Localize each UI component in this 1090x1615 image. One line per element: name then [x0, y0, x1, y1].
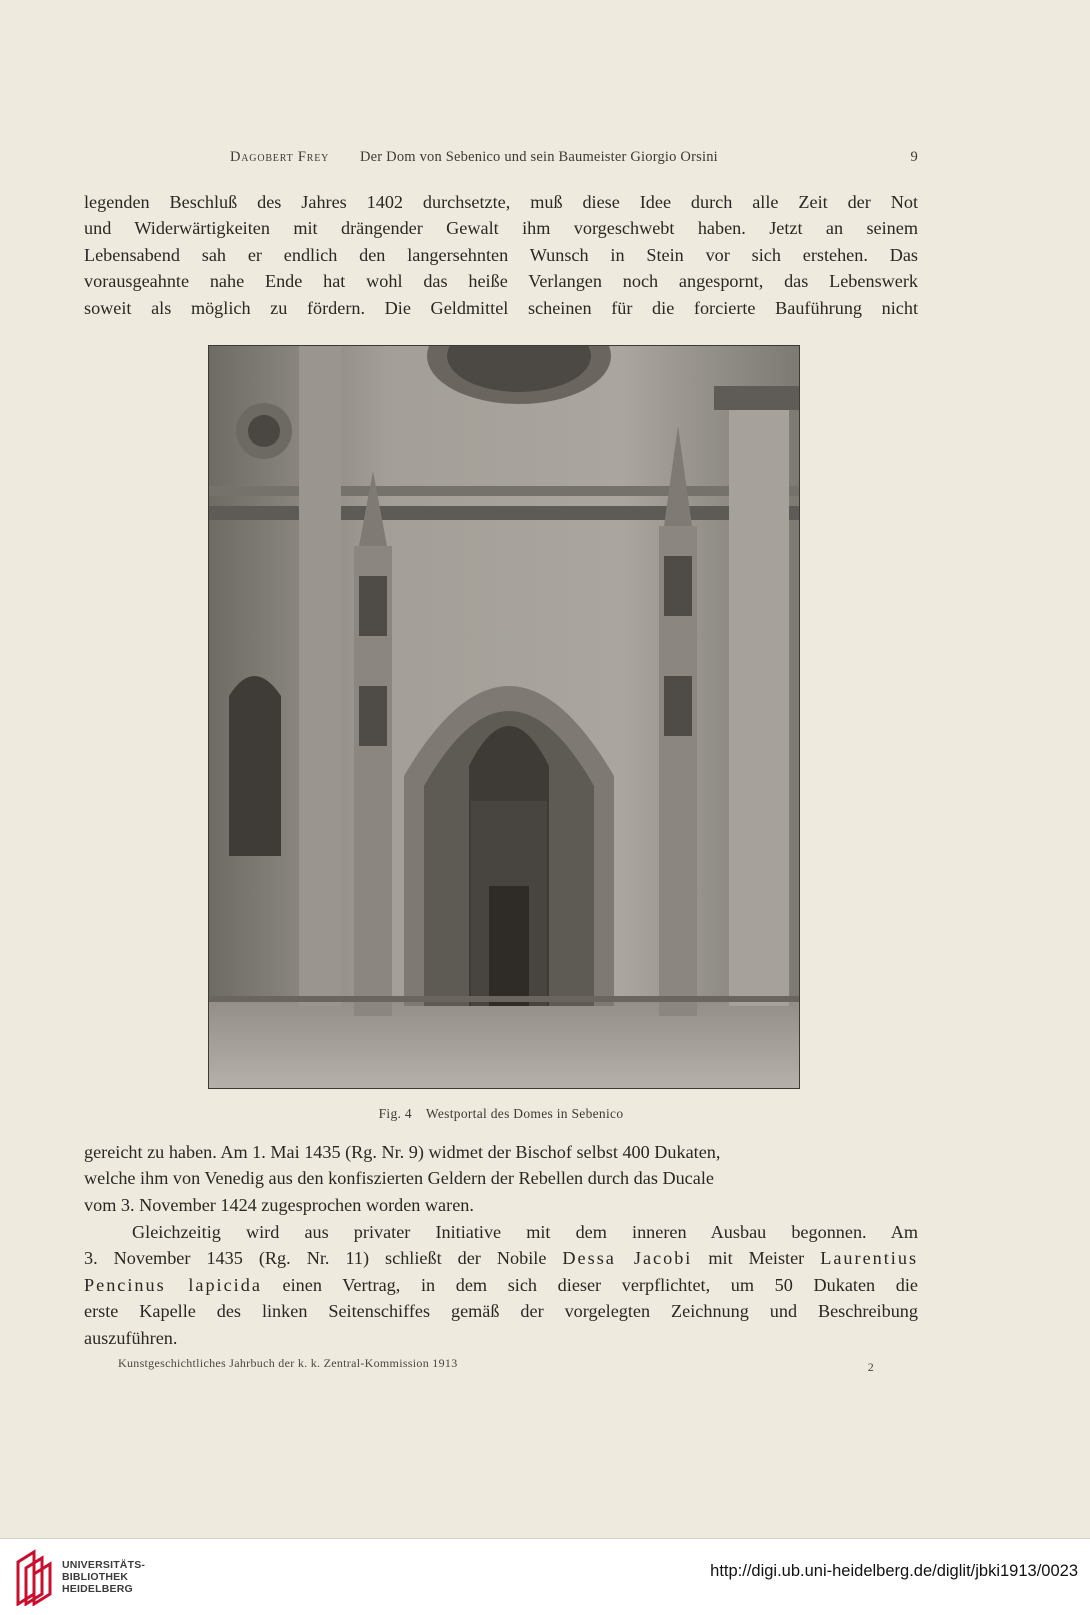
portal-photo-illustration	[209, 346, 799, 1088]
text-span: mit Meister	[708, 1248, 805, 1269]
paragraph-1	[84, 189, 918, 321]
text-line	[84, 1272, 918, 1298]
paragraph-3	[84, 1219, 918, 1351]
text-line: soweit als möglich zu fördern. Die Geldmittel scheinen für die forcierte Bauführung nicht	[84, 297, 918, 318]
text-line: welche ihm von Venedig aus den konfiszierten Geldern der Rebellen durch das Ducale	[84, 1168, 714, 1189]
running-head	[84, 149, 918, 169]
page-number: 9	[910, 149, 918, 165]
person-name-dessa-jacobi: Dessa Jacobi	[562, 1248, 693, 1269]
logo-line: BIBLIOTHEK	[62, 1571, 129, 1583]
library-logo-text	[62, 1559, 145, 1595]
text-line: gereicht zu haben. Am 1. Mai 1435 (Rg. Nr. 9) widmet der Bischof selbst 400 Dukaten,	[84, 1142, 721, 1162]
text-line: vorausgeahnte nahe Ende hat wohl das heiße Verlangen noch angespornt, das Lebenswerk	[84, 271, 918, 292]
library-footer-bar	[0, 1538, 1090, 1615]
figure-caption	[84, 1106, 918, 1122]
text-span: 3. November 1435 (Rg. Nr. 11) schließt der Nobile	[84, 1248, 547, 1269]
text-line: auszuführen.	[84, 1327, 178, 1348]
figure-label: Fig. 4	[378, 1106, 412, 1121]
text-line: Lebensabend sah er endlich den langersehnten Wunsch in Stein vor sich erstehen. Das	[84, 244, 918, 265]
logo-line: UNIVERSITÄTS-	[62, 1559, 146, 1571]
permalink-url[interactable]: http://digi.ub.uni-heidelberg.de/diglit/jbki1913/0023	[710, 1562, 1078, 1580]
person-name-pencinus: Pencinus lapicida	[84, 1274, 262, 1295]
text-line: erste Kapelle des linken Seitenschiffes gemäß der vorgelegten Zeichnung und Beschreibung	[84, 1301, 918, 1322]
running-head-author: Dagobert Frey	[230, 149, 330, 165]
journal-title: Kunstgeschichtliches Jahrbuch der k. k. Zentral-Kommission 1913	[118, 1356, 458, 1370]
figure-caption-text: Westportal des Domes in Sebenico	[425, 1106, 624, 1121]
logo-line: HEIDELBERG	[62, 1583, 133, 1595]
person-name-laurentius: Laurentius	[820, 1248, 919, 1269]
text-line: Gleichzeitig wird aus privater Initiative mit dem inneren Ausbau begonnen. Am	[132, 1222, 918, 1242]
text-line	[84, 1245, 918, 1271]
library-logo-icon	[12, 1548, 64, 1606]
signature-mark: 2	[867, 1360, 874, 1374]
text-line: legenden Beschluß des Jahres 1402 durchsetzte, muß diese Idee durch alle Zeit der Not	[84, 192, 918, 212]
text-line: vom 3. November 1424 zugesprochen worden waren.	[84, 1194, 474, 1215]
figure-photograph-westportal	[208, 345, 800, 1089]
text-line: und Widerwärtigkeiten mit drängender Gewalt ihm vorgeschwebt haben. Jetzt an seinem	[84, 218, 918, 239]
running-head-title: Der Dom von Sebenico und sein Baumeister Giorgio Orsini	[360, 149, 718, 165]
paragraph-2	[84, 1139, 918, 1218]
text-span: einen Vertrag, in dem sich dieser verpflichtet, um 50 Dukaten die	[282, 1274, 918, 1295]
page-footer	[118, 1356, 874, 1374]
